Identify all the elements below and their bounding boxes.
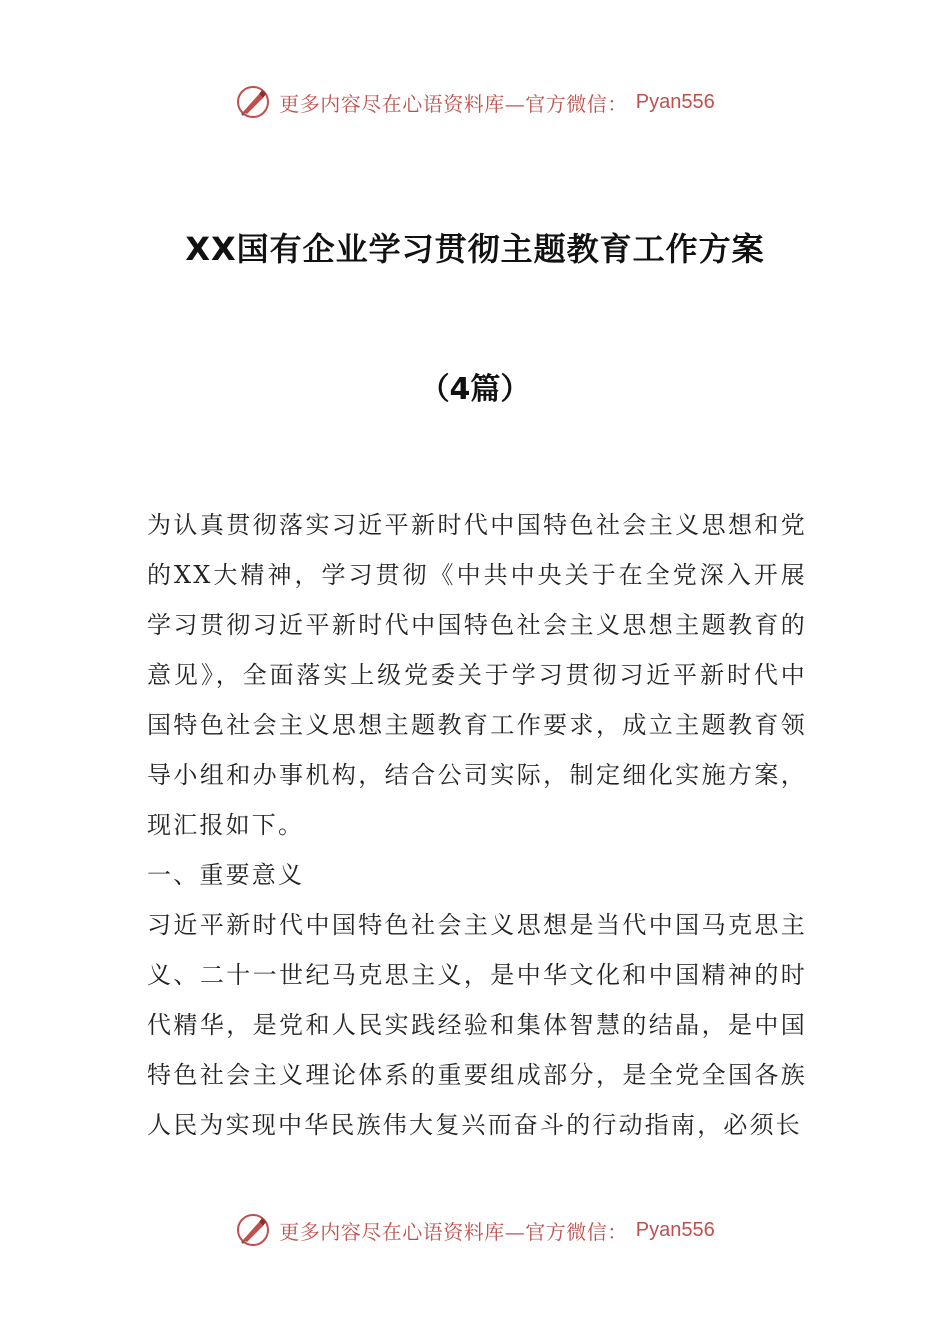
banner-wechat-id: Pyan556 bbox=[635, 1218, 715, 1241]
intro-paragraph: 为认真贯彻落实习近平新时代中国特色社会主义思想和党的XX大精神，学习贯彻《中共中央关于在全党深入开展学习贯彻习近平新时代中国特色社会主义思想主题教育的意见》，全面落实上级党委关于学习贯彻习近平新时代中国特色社会主义思想主题教育工作要求，成立主题教育领导小组和办事机构，结合公司实际，制定细化实施方案，现汇报如下。 bbox=[147, 511, 807, 839]
document-title: XX国有企业学习贯彻主题教育工作方案 bbox=[185, 230, 765, 268]
banner-text: 更多内容尽在心语资料库—官方微信： bbox=[279, 1219, 628, 1244]
banner-text: 更多内容尽在心语资料库—官方微信： bbox=[279, 91, 628, 116]
document-subtitle: （4篇） bbox=[419, 372, 531, 407]
body-paragraph: 习近平新时代中国特色社会主义思想是当代中国马克思主义、二十一世纪马克思主义，是中华文化和中国精神的时代精华，是党和人民实践经验和集体智慧的结晶，是中国特色社会主义理论体系的重要组成部分，是全党全国各族人民为实现中华民族伟大复兴而奋斗的行动指南，必须长 bbox=[147, 911, 807, 1139]
section-heading: 一、重要意义 bbox=[147, 861, 305, 889]
footer-banner bbox=[0, 1210, 950, 1250]
banner-wechat-id: Pyan556 bbox=[635, 90, 715, 113]
pen-logo-icon bbox=[235, 1212, 271, 1248]
header-banner bbox=[0, 82, 950, 122]
document-body bbox=[147, 500, 807, 1150]
pen-logo-icon bbox=[235, 84, 271, 120]
